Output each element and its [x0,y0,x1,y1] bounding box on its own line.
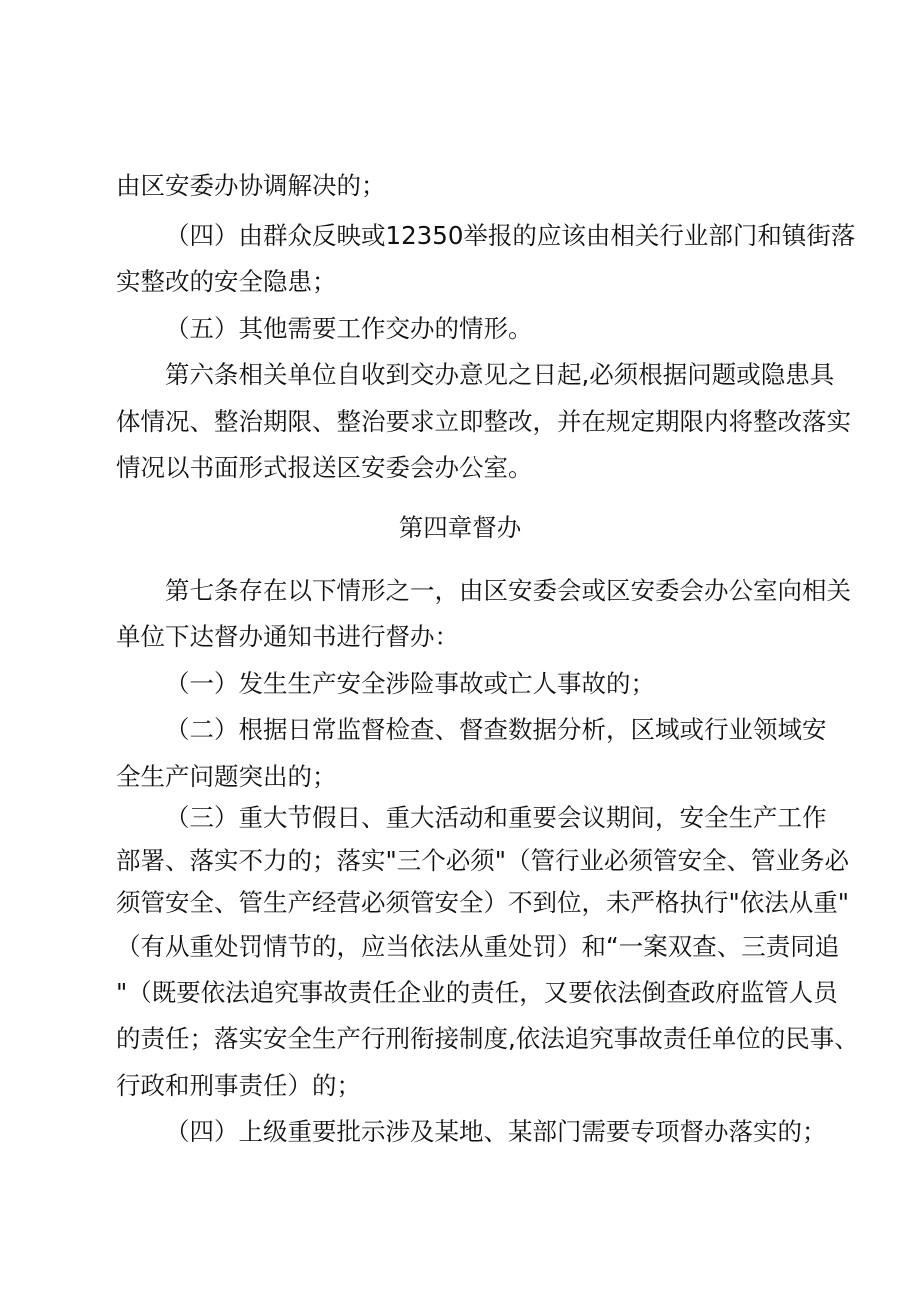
text-line: （二）根据日常监督检查、督查数据分析，区域或行业领域安 [165,715,827,744]
chapter-heading: 第四章督办 [398,513,522,542]
text-line: 部署、落实不力的；落实"三个必须"（管行业必须管安全、管业务必 [116,846,850,875]
text-line: 由区安委办协调解决的； [116,171,386,200]
text-line: 实整改的安全隐患； [116,267,337,296]
text-line: （有从重处罚情节的，应当依法从重处罚）和“一案双查、三责同追 [116,932,840,961]
text-line: 须管安全、管生产经营必须管安全）不到位，未严格执行"依法从重" [116,888,850,917]
text-line: 体情况、整治期限、整治要求立即整改，并在规定期限内将整改落实 [116,407,851,436]
text-line: "（既要依法追究事故责任企业的责任，又要依法倒查政府监管人员 [116,978,838,1007]
text-line: （四）上级重要批示涉及某地、某部门需要专项督办落实的； [165,1117,827,1146]
text-line: （三）重大节假日、重大活动和重要会议期间，安全生产工作 [165,803,827,832]
text-line: （四）由群众反映或12350举报的应该由相关行业部门和镇街落 [165,221,856,250]
text-line: 的责任；落实安全生产行刑衔接制度,依法追究事故责任单位的民事、 [116,1024,859,1053]
text-line: 第六条相关单位自收到交办意见之日起,必须根据问题或隐患具 [165,360,835,389]
text-line: 全生产问题突出的； [116,762,337,791]
text-line: 情况以书面形式报送区安委会办公室。 [116,453,533,482]
text-line: （一）发生生产安全涉险事故或亡人事故的； [165,669,655,698]
text-line: 单位下达督办通知书进行督办： [116,622,459,651]
text-line: 第七条存在以下情形之一，由区安委会或区安委会办公室向相关 [165,576,851,605]
text-line: （五）其他需要工作交办的情形。 [165,314,533,343]
text-line: 行政和刑事责任）的； [116,1071,361,1100]
